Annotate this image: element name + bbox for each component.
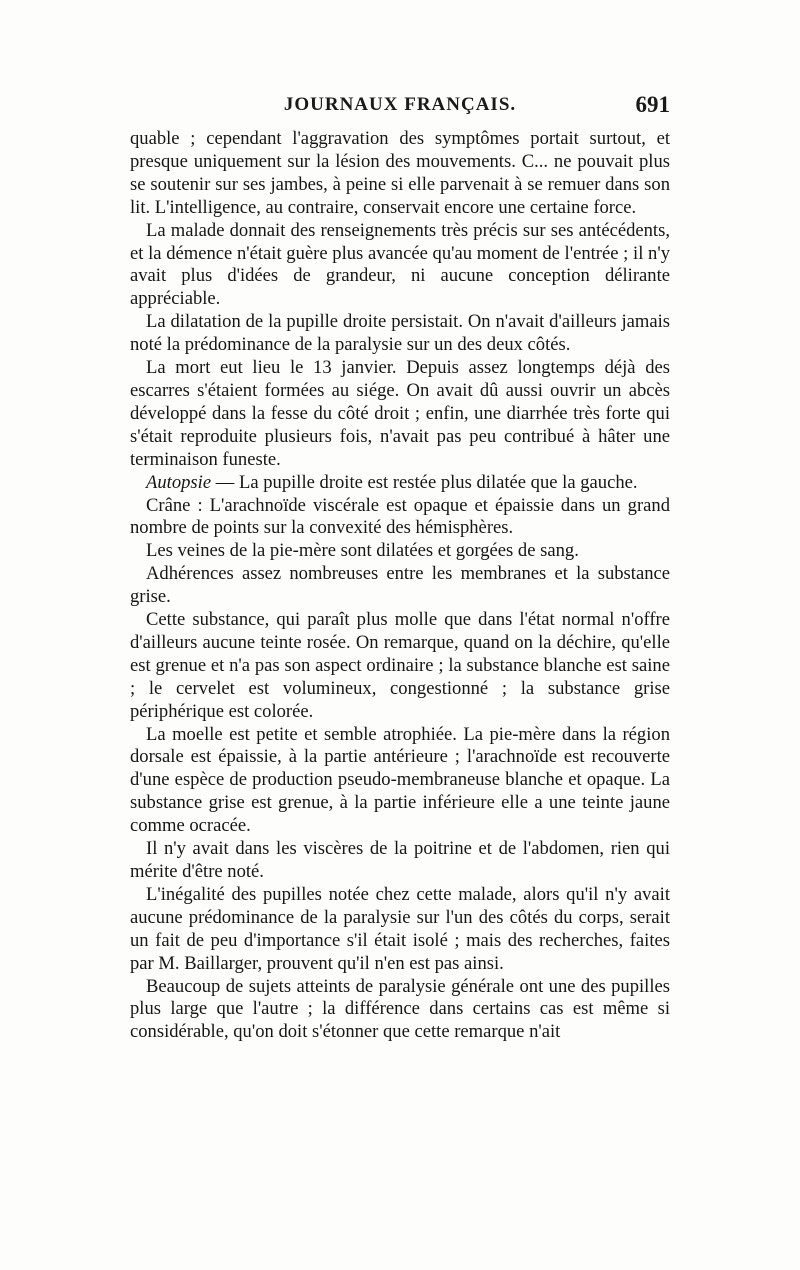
- paragraph: La malade donnait des renseignements très précis sur ses antécédents, et la démence n'était guère plus avancée qu'au moment de l'entrée ; il n'y avait plus d'idées de grandeur, ni aucune conception délirante appréciable.: [130, 219, 670, 310]
- paragraph: Crâne : L'arachnoïde viscérale est opaque et épaissie dans un grand nombre de points sur la convexité des hémisphères.: [130, 494, 670, 539]
- paragraph: quable ; cependant l'aggravation des symptômes portait surtout, et presque uniquement sur la lésion des mouvements. C... ne pouvait plus se soutenir sur ses jambes, à peine si elle parvenait à se remuer dans son lit. L'intelligence, au contraire, conservait encore une certaine force.: [130, 128, 670, 218]
- paragraph: La moelle est petite et semble atrophiée. La pie-mère dans la région dorsale est épaissie, à la partie antérieure ; l'arachnoïde est recouverte d'une espèce de production pseudo-membraneuse blanche et opaque. La substance grise est grenue, à la partie inférieure elle a une teinte jaune comme ocracée.: [130, 723, 670, 837]
- paragraph: Cette substance, qui paraît plus molle que dans l'état normal n'offre d'ailleurs aucune teinte rosée. On remarque, quand on la déchire, qu'elle est grenue et n'a pas son aspect ordinaire ; la substance blanche est saine ; le cervelet est volumineux, congestionné ; la substance grise périphérique est colorée.: [130, 609, 670, 722]
- paragraph: L'inégalité des pupilles notée chez cette malade, alors qu'il n'y avait aucune prédominance de la paralysie sur l'un des côtés du corps, serait un fait de peu d'importance s'il était isolé ; mais des recherches, faites par M. Baillarger, prouvent qu'il n'en est pas ainsi.: [130, 883, 670, 974]
- section-lead: Autopsie: [146, 471, 212, 493]
- paragraph: La mort eut lieu le 13 janvier. Depuis assez longtemps déjà des escarres s'étaient formées au siége. On avait dû aussi ouvrir un abcès développé dans la fesse du côté droit ; enfin, une diarrhée très forte qui s'était reproduite plusieurs fois, n'avait pas peu contribué à hâter une terminaison funeste.: [130, 357, 670, 470]
- page-number: 691: [635, 92, 670, 117]
- paragraph: Les veines de la pie-mère sont dilatées et gorgées de sang.: [146, 540, 579, 562]
- paragraph: La dilatation de la pupille droite persistait. On n'avait d'ailleurs jamais noté la prédominance de la paralysie sur un des deux côtés.: [130, 311, 670, 356]
- paragraph: Adhérences assez nombreuses entre les membranes et la substance grise.: [130, 563, 670, 608]
- page-header: [130, 94, 670, 124]
- paragraph-text: — La pupille droite est restée plus dilatée que la gauche.: [211, 471, 638, 493]
- paragraph: [130, 472, 670, 495]
- body-text: [130, 128, 670, 1044]
- running-title: JOURNAUX FRANÇAIS.: [283, 94, 517, 115]
- paragraph: Beaucoup de sujets atteints de paralysie générale ont une des pupilles plus large que l'autre ; la différence dans certains cas est même si considérable, qu'on doit s'étonner que cette remarque n'ait: [130, 975, 670, 1043]
- paragraph: Il n'y avait dans les viscères de la poitrine et de l'abdomen, rien qui mérite d'être noté.: [130, 838, 670, 882]
